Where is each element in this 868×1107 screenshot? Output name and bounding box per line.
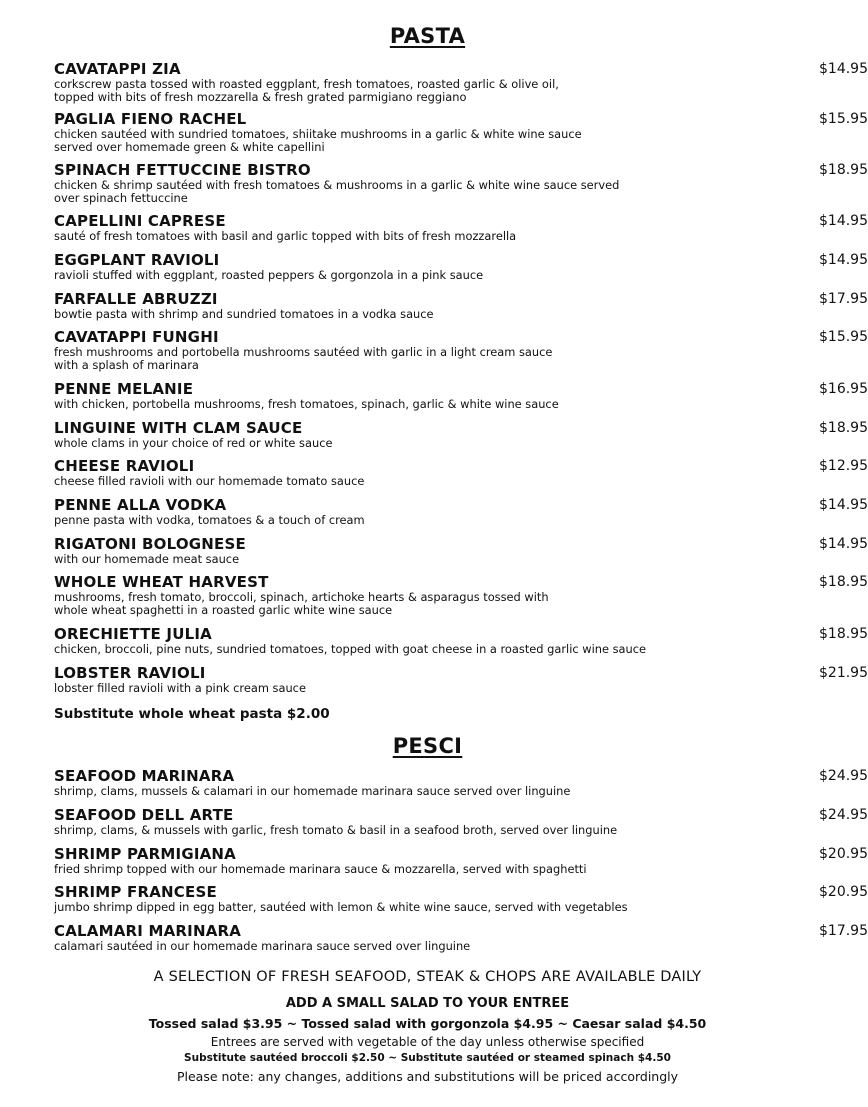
item-price: $20.95	[819, 846, 868, 862]
item-price: $21.95	[819, 665, 868, 681]
menu-item	[54, 573, 868, 617]
item-name: CAVATAPPI ZIA	[54, 60, 181, 78]
item-price: $14.95	[819, 213, 868, 229]
item-description: penne pasta with vodka, tomatoes & a touch of cream	[54, 513, 365, 527]
item-description: over spinach fettuccine	[54, 190, 188, 205]
menu-item	[54, 767, 868, 798]
item-description: fresh mushrooms and portobella mushrooms sautéed with garlic in a light cream sauce	[54, 345, 553, 359]
menu-item	[54, 419, 868, 450]
item-name: SHRIMP FRANCESE	[54, 883, 217, 901]
item-description: chicken, broccoli, pine nuts, sundried tomatoes, topped with goat cheese in a roasted garlic wine sauce	[54, 642, 646, 656]
menu-item	[54, 290, 868, 321]
item-name: CHEESE RAVIOLI	[54, 457, 195, 475]
item-description: with chicken, portobella mushrooms, fresh tomatoes, spinach, garlic & white wine sauce	[54, 397, 559, 411]
item-description: ravioli stuffed with eggplant, roasted peppers & gorgonzola in a pink sauce	[54, 268, 484, 282]
menu-item	[54, 845, 868, 876]
item-name: FARFALLE ABRUZZI	[54, 290, 218, 308]
menu-item	[54, 161, 868, 205]
item-name: CAPELLINI CAPRESE	[54, 212, 226, 230]
item-name: SEAFOOD MARINARA	[54, 767, 235, 785]
item-description: whole wheat spaghetti in a roasted garlic white wine sauce	[54, 602, 393, 617]
menu-item	[54, 380, 868, 411]
item-name: ORECHIETTE JULIA	[54, 625, 212, 643]
item-price: $18.95	[819, 420, 868, 436]
item-price: $18.95	[819, 574, 868, 590]
item-name: PENNE ALLA VODKA	[54, 496, 227, 514]
menu-item	[54, 496, 868, 527]
item-name: WHOLE WHEAT HARVEST	[54, 573, 269, 591]
item-price: $17.95	[819, 291, 868, 307]
item-description: chicken sautéed with sundried tomatoes, shiitake mushrooms in a garlic & white wine sauce	[54, 127, 582, 141]
item-price: $14.95	[819, 61, 868, 77]
menu-item	[54, 251, 868, 282]
item-description: topped with bits of fresh mozzarella & fresh grated parmigiano reggiano	[54, 89, 467, 104]
item-name: PAGLIA FIENO RACHEL	[54, 110, 247, 128]
item-name: LINGUINE WITH CLAM SAUCE	[54, 419, 303, 437]
item-description: calamari sautéed in our homemade marinara sauce served over linguine	[54, 939, 471, 953]
item-price: $15.95	[819, 111, 868, 127]
item-name: RIGATONI BOLOGNESE	[54, 535, 246, 553]
menu-item	[54, 664, 868, 695]
item-description: shrimp, clams, & mussels with garlic, fresh tomato & basil in a seafood broth, served over linguine	[54, 823, 618, 837]
item-name: EGGPLANT RAVIOLI	[54, 251, 220, 269]
salad-prices: Tossed salad $3.95 ~ Tossed salad with gorgonzola $4.95 ~ Caesar salad $4.50	[148, 1016, 707, 1031]
item-name: PENNE MELANIE	[54, 380, 194, 398]
item-name: SPINACH FETTUCCINE BISTRO	[54, 161, 311, 179]
item-price: $20.95	[819, 884, 868, 900]
menu-item	[54, 922, 868, 953]
menu-item	[54, 625, 868, 656]
item-price: $16.95	[819, 381, 868, 397]
item-name: CALAMARI MARINARA	[54, 922, 242, 940]
item-description: mushrooms, fresh tomato, broccoli, spinach, artichoke hearts & asparagus tossed with	[54, 590, 549, 604]
item-name: SHRIMP PARMIGIANA	[54, 845, 236, 863]
menu-item	[54, 535, 868, 566]
item-description: corkscrew pasta tossed with roasted eggplant, fresh tomatoes, roasted garlic & olive oil,	[54, 77, 559, 91]
item-description: chicken & shrimp sautéed with fresh tomatoes & mushrooms in a garlic & white wine sauce served	[54, 178, 620, 192]
pesci-heading: PESCI	[392, 734, 463, 758]
item-description: shrimp, clams, mussels & calamari in our homemade marinara sauce served over linguine	[54, 784, 571, 798]
menu-item	[54, 212, 868, 243]
item-price: $14.95	[819, 536, 868, 552]
menu-item	[54, 328, 868, 372]
item-price: $17.95	[819, 923, 868, 939]
item-description: cheese filled ravioli with our homemade tomato sauce	[54, 474, 365, 488]
whole-wheat-substitute-note: Substitute whole wheat pasta $2.00	[54, 706, 330, 722]
item-description: bowtie pasta with shrimp and sundried tomatoes in a vodka sauce	[54, 307, 434, 321]
item-price: $18.95	[819, 626, 868, 642]
item-description: whole clams in your choice of red or white sauce	[54, 436, 333, 450]
menu-item	[54, 110, 868, 154]
item-description: with our homemade meat sauce	[54, 552, 240, 566]
item-description: lobster filled ravioli with a pink cream sauce	[54, 681, 306, 695]
item-price: $14.95	[819, 497, 868, 513]
item-description: jumbo shrimp dipped in egg batter, sautéed with lemon & white wine sauce, served with vegetables	[54, 900, 628, 914]
menu-item	[54, 883, 868, 914]
item-name: SEAFOOD DELL ARTE	[54, 806, 234, 824]
item-price: $15.95	[819, 329, 868, 345]
salad-heading: ADD A SMALL SALAD TO YOUR ENTREE	[285, 996, 570, 1011]
entrees-note: Entrees are served with vegetable of the day unless otherwise specified	[210, 1035, 645, 1049]
item-price: $24.95	[819, 807, 868, 823]
item-price: $14.95	[819, 252, 868, 268]
menu-item	[54, 60, 868, 104]
item-price: $24.95	[819, 768, 868, 784]
item-price: $12.95	[819, 458, 868, 474]
item-description: sauté of fresh tomatoes with basil and garlic topped with bits of fresh mozzarella	[54, 229, 517, 243]
item-price: $18.95	[819, 162, 868, 178]
menu-item	[54, 457, 868, 488]
item-name: LOBSTER RAVIOLI	[54, 664, 206, 682]
vegetable-substitutes: Substitute sautéed broccoli $2.50 ~ Substitute sautéed or steamed spinach $4.50	[184, 1052, 671, 1064]
item-description: fried shrimp topped with our homemade marinara sauce & mozzarella, served with spaghetti	[54, 862, 587, 876]
menu-item	[54, 806, 868, 837]
pasta-heading: PASTA	[389, 24, 466, 48]
item-description: with a splash of marinara	[54, 357, 199, 372]
daily-selection-note: A SELECTION OF FRESH SEAFOOD, STEAK & CHOPS ARE AVAILABLE DAILY	[153, 969, 702, 985]
item-description: served over homemade green & white capellini	[54, 139, 325, 154]
item-name: CAVATAPPI FUNGHI	[54, 328, 219, 346]
changes-note: Please note: any changes, additions and substitutions will be priced accordingly	[176, 1069, 679, 1084]
